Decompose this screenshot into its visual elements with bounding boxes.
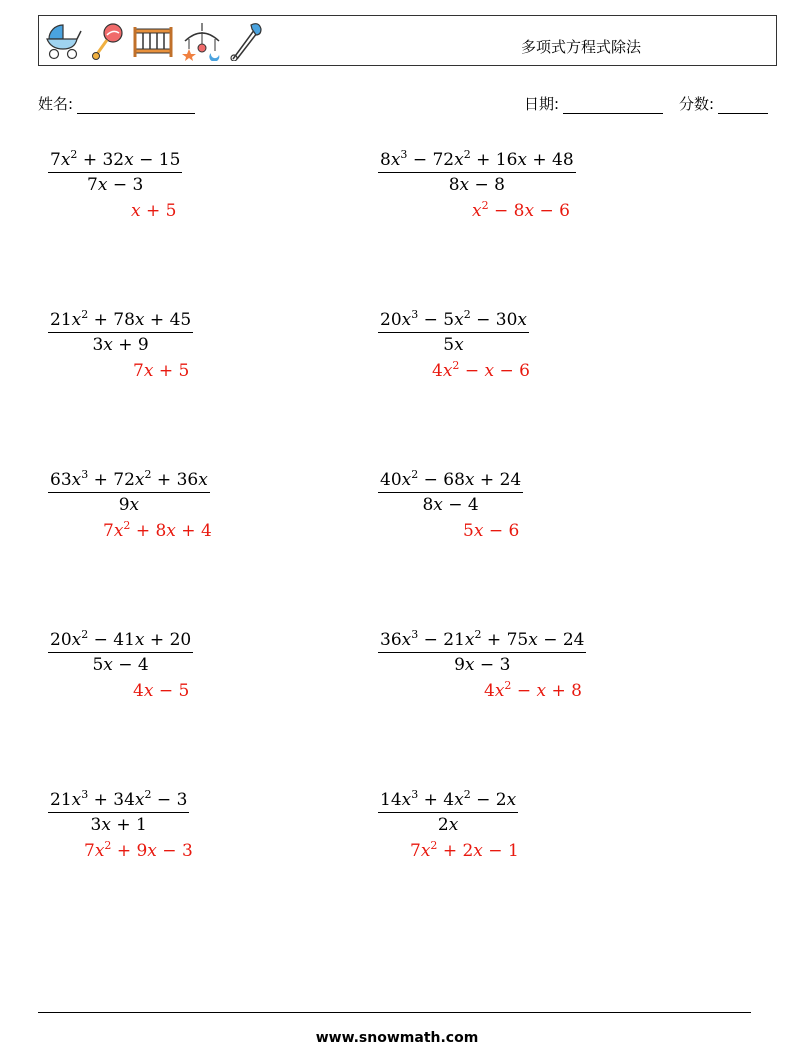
name-label: 姓名:	[38, 95, 74, 113]
fraction	[378, 630, 586, 675]
divisor: 3x + 1	[90, 815, 147, 835]
header-box	[38, 15, 777, 66]
dividend: $21x^2 + 78x + 45$	[48, 310, 193, 333]
score-label: 分数:	[679, 95, 715, 113]
dividend: $7x^2 + 32x - 15$	[48, 150, 182, 173]
fraction	[48, 310, 193, 355]
dividend: $40x^2 - 68x + 24$	[378, 470, 523, 493]
divisor: 5x − 4	[92, 655, 149, 675]
crib-icon	[131, 21, 175, 61]
score-field	[679, 93, 768, 114]
rattle-icon	[89, 21, 125, 61]
answer: $4x^2 - x - 6$	[432, 359, 530, 381]
date-blank[interactable]	[563, 97, 663, 114]
name-blank[interactable]	[77, 97, 195, 114]
divisor: 2x	[437, 815, 459, 835]
divisor: 9x − 3	[454, 655, 511, 675]
dividend: $20x^3 - 5x^2 - 30x$	[378, 310, 529, 333]
answer: $4x^2 - x + 8$	[484, 679, 582, 701]
page-title: 多项式方程式除法	[521, 38, 642, 56]
answer: $x^2 - 8x - 6$	[472, 199, 570, 221]
dividend: $21x^3 + 34x^2 - 3$	[48, 790, 189, 813]
name-field	[38, 93, 195, 114]
divisor: 3x + 9	[92, 335, 149, 355]
dividend: $63x^3 + 72x^2 + 36x$	[48, 470, 210, 493]
date-field	[524, 93, 663, 114]
divisor: 7x − 3	[87, 175, 144, 195]
divisor: 9x	[118, 495, 140, 515]
fraction	[378, 310, 529, 355]
footer-divider	[38, 1012, 751, 1013]
answer: $7x^2 + 9x - 3$	[84, 839, 193, 861]
answer: 7x + 5	[133, 361, 190, 381]
answer: $7x^2 + 8x + 4$	[103, 519, 212, 541]
header-icons	[43, 20, 263, 62]
fraction	[48, 630, 193, 675]
fraction	[48, 790, 189, 835]
date-label: 日期:	[524, 95, 560, 113]
divisor: 8x − 4	[422, 495, 479, 515]
fraction	[48, 470, 210, 515]
answer: 5x − 6	[463, 521, 520, 541]
answer: 4x − 5	[133, 681, 190, 701]
fraction	[48, 150, 182, 195]
fraction	[378, 790, 518, 835]
fraction	[378, 150, 576, 195]
dividend: $20x^2 - 41x + 20$	[48, 630, 193, 653]
baby-carriage-icon	[43, 21, 83, 61]
answer: $7x^2 + 2x - 1$	[410, 839, 519, 861]
score-blank[interactable]	[718, 97, 768, 114]
answer: x + 5	[131, 201, 177, 221]
fraction	[378, 470, 523, 515]
baby-mobile-icon	[181, 21, 223, 61]
dividend: $36x^3 - 21x^2 + 75x - 24$	[378, 630, 586, 653]
dividend: $8x^3 - 72x^2 + 16x + 48$	[378, 150, 576, 173]
divisor: 5x	[443, 335, 464, 355]
footer-url[interactable]: www.snowmath.com	[315, 1030, 479, 1046]
divisor: 8x − 8	[448, 175, 505, 195]
dividend: $14x^3 + 4x^2 - 2x$	[378, 790, 518, 813]
safety-pin-icon	[229, 21, 263, 61]
